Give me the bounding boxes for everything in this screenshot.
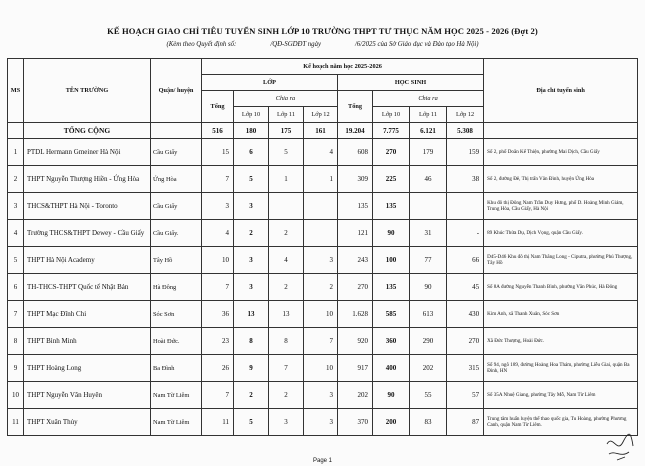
row-hs-12: 38	[447, 166, 484, 193]
row-lop-10: 5	[234, 409, 269, 436]
row-lop-tong: 23	[202, 328, 234, 355]
row-hs-12: 270	[447, 328, 484, 355]
row-lop-11: 1	[269, 166, 304, 193]
row-hs-11	[410, 193, 447, 220]
header-dia-chi: Địa chỉ tuyển sinh	[484, 59, 638, 123]
row-lop-tong: 3	[202, 193, 234, 220]
header-quan-huyen: Quận/ huyện	[151, 59, 202, 123]
total-lop-tong: 516	[202, 123, 234, 139]
row-hs-tong: 917	[338, 355, 373, 382]
row-district: Ba Đình	[151, 355, 202, 382]
document-title: KẾ HOẠCH GIAO CHỈ TIÊU TUYỂN SINH LỚP 10 TRƯỜNG THPT TƯ THỤC NĂM HỌC 2025 - 2026 (Đợt 2)	[107, 26, 538, 36]
total-lop-11: 175	[269, 123, 304, 139]
row-hs-tong: 920	[338, 328, 373, 355]
row-lop-11: 5	[269, 139, 304, 166]
row-ms: 7	[8, 301, 24, 328]
row-ms: 3	[8, 193, 24, 220]
header-hs-12: Lớp 12	[447, 107, 484, 123]
row-ms: 9	[8, 355, 24, 382]
header-lop-10: Lớp 10	[234, 107, 269, 123]
row-district: Cầu Giấy	[151, 193, 202, 220]
row-lop-11: 2	[269, 220, 304, 247]
row-lop-10: 2	[234, 382, 269, 409]
row-lop-tong: 7	[202, 382, 234, 409]
row-hs-10: 585	[373, 301, 410, 328]
row-hs-tong: 1.628	[338, 301, 373, 328]
total-hs-11: 6.121	[410, 123, 447, 139]
row-lop-tong: 11	[202, 409, 234, 436]
row-hs-10: 225	[373, 166, 410, 193]
row-lop-12	[304, 193, 338, 220]
header-lop-chia-ra: Chia ra	[234, 91, 338, 107]
row-lop-10: 13	[234, 301, 269, 328]
row-lop-12: 10	[304, 301, 338, 328]
row-hs-tong: 309	[338, 166, 373, 193]
row-address: Kim Anh, xã Thanh Xuân, Sóc Sơn	[484, 301, 638, 328]
row-hs-12	[447, 193, 484, 220]
table-row	[8, 139, 638, 166]
row-hs-10: 270	[373, 139, 410, 166]
header-lop-12: Lớp 12	[304, 107, 338, 123]
table-row	[8, 193, 638, 220]
row-hs-10: 135	[373, 193, 410, 220]
row-hs-10: 100	[373, 247, 410, 274]
row-lop-tong: 4	[202, 220, 234, 247]
table-row	[8, 301, 638, 328]
row-hs-12: 66	[447, 247, 484, 274]
row-lop-tong: 10	[202, 247, 234, 274]
row-hs-12: 430	[447, 301, 484, 328]
row-district: Ứng Hòa	[151, 166, 202, 193]
row-address: 89 Khúc Thừa Dụ, Dịch Vọng, quận Cầu Giấy.	[484, 220, 638, 247]
row-hs-11: 31	[410, 220, 447, 247]
row-ms: 2	[8, 166, 24, 193]
row-lop-11: 2	[269, 274, 304, 301]
row-lop-11: 13	[269, 301, 304, 328]
table-row	[8, 220, 638, 247]
row-school-name: Trường THCS&THPT Dewey - Cầu Giấy	[24, 220, 151, 247]
subtitle-part-a: (Kèm theo Quyết định số:	[166, 41, 237, 48]
row-lop-10: 3	[234, 274, 269, 301]
row-hs-tong: 243	[338, 247, 373, 274]
row-hs-11: 83	[410, 409, 447, 436]
row-district: Hoài Đức.	[151, 328, 202, 355]
header-hs-tong: Tổng	[338, 91, 373, 123]
row-lop-tong: 26	[202, 355, 234, 382]
row-lop-12: 4	[304, 139, 338, 166]
table-row	[8, 328, 638, 355]
row-address: Số 2, phố Doãn Kế Thiện, phường Mai Dịch, Cầu Giấy	[484, 139, 638, 166]
row-hs-12: 87	[447, 409, 484, 436]
row-hs-11: 202	[410, 355, 447, 382]
table-row	[8, 274, 638, 301]
row-address: Xã Đức Thượng, Hoài Đức.	[484, 328, 638, 355]
subtitle-part-b: /QĐ-SGDĐT ngày	[270, 41, 321, 48]
table-row	[8, 247, 638, 274]
row-district: Hà Đông	[151, 274, 202, 301]
row-hs-12: 159	[447, 139, 484, 166]
row-address: D45-D46 Khu đô thị Nam Thăng Long - Ciputra, phường Phú Thượng, Tây Hồ	[484, 247, 638, 274]
row-hs-11: 90	[410, 274, 447, 301]
row-hs-11: 55	[410, 382, 447, 409]
row-hs-10: 360	[373, 328, 410, 355]
row-address: Số 2, đường Đê, Thị trấn Vân Đình, huyện Ứng Hòa	[484, 166, 638, 193]
header-hs-chia-ra: Chia ra	[373, 91, 484, 107]
total-row	[8, 123, 638, 139]
row-hs-tong: 121	[338, 220, 373, 247]
header-lop-tong: Tổng	[202, 91, 234, 123]
row-hs-tong: 135	[338, 193, 373, 220]
row-school-name: THPT Nguyễn Văn Huyên	[24, 382, 151, 409]
header-hoc-sinh: HỌC SINH	[338, 75, 484, 91]
row-district: Nam Từ Liêm	[151, 409, 202, 436]
header-ke-hoach: Kế hoạch năm học 2025-2026	[202, 59, 484, 75]
row-district: Cầu Giấy	[151, 139, 202, 166]
row-lop-12	[304, 220, 338, 247]
row-school-name: THCS&THPT Hà Nội - Toronto	[24, 193, 151, 220]
enrollment-table	[7, 58, 638, 436]
table-row	[8, 409, 638, 436]
table-row	[8, 355, 638, 382]
row-hs-10: 90	[373, 220, 410, 247]
row-hs-10: 90	[373, 382, 410, 409]
row-lop-tong: 7	[202, 166, 234, 193]
row-lop-11: 3	[269, 409, 304, 436]
header-hs-11: Lớp 11	[410, 107, 447, 123]
total-lop-10: 180	[234, 123, 269, 139]
row-lop-10: 3	[234, 193, 269, 220]
row-school-name: THPT Mạc Đĩnh Chi	[24, 301, 151, 328]
row-lop-12: 10	[304, 355, 338, 382]
row-lop-11	[269, 193, 304, 220]
row-district: Tây Hồ	[151, 247, 202, 274]
table-row	[8, 382, 638, 409]
row-lop-10: 5	[234, 166, 269, 193]
page-number: Page 1	[312, 458, 333, 464]
row-hs-tong: 608	[338, 139, 373, 166]
row-hs-10: 200	[373, 409, 410, 436]
header-hs-10: Lớp 10	[373, 107, 410, 123]
row-school-name: THPT Nguyễn Thượng Hiền - Ứng Hòa	[24, 166, 151, 193]
row-lop-10: 9	[234, 355, 269, 382]
total-hs-10: 7.775	[373, 123, 410, 139]
row-hs-12: 315	[447, 355, 484, 382]
row-ms: 8	[8, 328, 24, 355]
row-school-name: PTDL Hermann Gmeiner Hà Nội	[24, 139, 151, 166]
row-lop-10: 2	[234, 220, 269, 247]
row-address: Trung tâm huấn luyện thể thao quốc gia, Tu Hoàng, phường Phương Canh, quận Nam Từ Liêm.	[484, 409, 638, 436]
row-district: Cầu Giấy.	[151, 220, 202, 247]
row-ms: 11	[8, 409, 24, 436]
row-school-name: THPT Hoàng Long	[24, 355, 151, 382]
total-hs-tong: 19.204	[338, 123, 373, 139]
document-subtitle	[0, 41, 645, 48]
row-hs-11: 46	[410, 166, 447, 193]
total-label: TỔNG CỘNG	[24, 123, 151, 139]
row-hs-10: 135	[373, 274, 410, 301]
row-hs-12: -	[447, 220, 484, 247]
row-lop-12: 7	[304, 328, 338, 355]
header-lop-11: Lớp 11	[269, 107, 304, 123]
row-lop-12: 3	[304, 382, 338, 409]
row-school-name: THPT Xuân Thủy	[24, 409, 151, 436]
row-address: Khu đô thị Đông Nam Trần Duy Hưng, phố D. Hoàng Minh Giám, Trung Hòa, Cầu Giấy, Hà Nội	[484, 193, 638, 220]
row-lop-12: 3	[304, 247, 338, 274]
table-row	[8, 166, 638, 193]
row-hs-tong: 370	[338, 409, 373, 436]
row-ms: 6	[8, 274, 24, 301]
row-hs-tong: 270	[338, 274, 373, 301]
row-lop-11: 4	[269, 247, 304, 274]
header-lop: LỚP	[202, 75, 338, 91]
header-ten-truong: TÊN TRƯỜNG	[24, 59, 151, 123]
row-school-name: THPT Hà Nội Academy	[24, 247, 151, 274]
subtitle-part-c: /6/2025 của Sở Giáo dục và Đào tạo Hà Nội)	[355, 41, 479, 48]
row-hs-11: 290	[410, 328, 447, 355]
row-lop-tong: 36	[202, 301, 234, 328]
row-hs-12: 57	[447, 382, 484, 409]
row-address: Số 35A Nhuệ Giang, phường Tây Mỗ, Nam Từ Liêm	[484, 382, 638, 409]
row-hs-11: 77	[410, 247, 447, 274]
row-lop-tong: 15	[202, 139, 234, 166]
row-hs-12: 45	[447, 274, 484, 301]
row-hs-11: 179	[410, 139, 447, 166]
row-hs-10: 400	[373, 355, 410, 382]
row-lop-12: 2	[304, 274, 338, 301]
row-school-name: TH-THCS-THPT Quốc tế Nhật Bản	[24, 274, 151, 301]
header-ms: MS	[8, 59, 24, 123]
row-lop-11: 2	[269, 382, 304, 409]
row-district: Sóc Sơn	[151, 301, 202, 328]
row-district: Nam Từ Liêm	[151, 382, 202, 409]
row-school-name: THPT Bình Minh	[24, 328, 151, 355]
row-hs-tong: 202	[338, 382, 373, 409]
row-hs-11: 613	[410, 301, 447, 328]
row-ms: 10	[8, 382, 24, 409]
row-lop-10: 8	[234, 328, 269, 355]
total-hs-12: 5.308	[447, 123, 484, 139]
row-address: Số 94, ngõ 189, đường Hoàng Hoa Thám, phường Liễu Giai, quận Ba Đình, HN	[484, 355, 638, 382]
row-lop-10: 6	[234, 139, 269, 166]
row-lop-12: 3	[304, 409, 338, 436]
row-lop-tong: 7	[202, 274, 234, 301]
row-lop-12: 1	[304, 166, 338, 193]
row-ms: 1	[8, 139, 24, 166]
row-ms: 5	[8, 247, 24, 274]
row-lop-11: 7	[269, 355, 304, 382]
total-lop-12: 161	[304, 123, 338, 139]
row-lop-11: 8	[269, 328, 304, 355]
row-lop-10: 3	[234, 247, 269, 274]
row-ms: 4	[8, 220, 24, 247]
row-address: Số 8A đường Nguyễn Thanh Bình, phường Văn Phúc, Hà Đông	[484, 274, 638, 301]
